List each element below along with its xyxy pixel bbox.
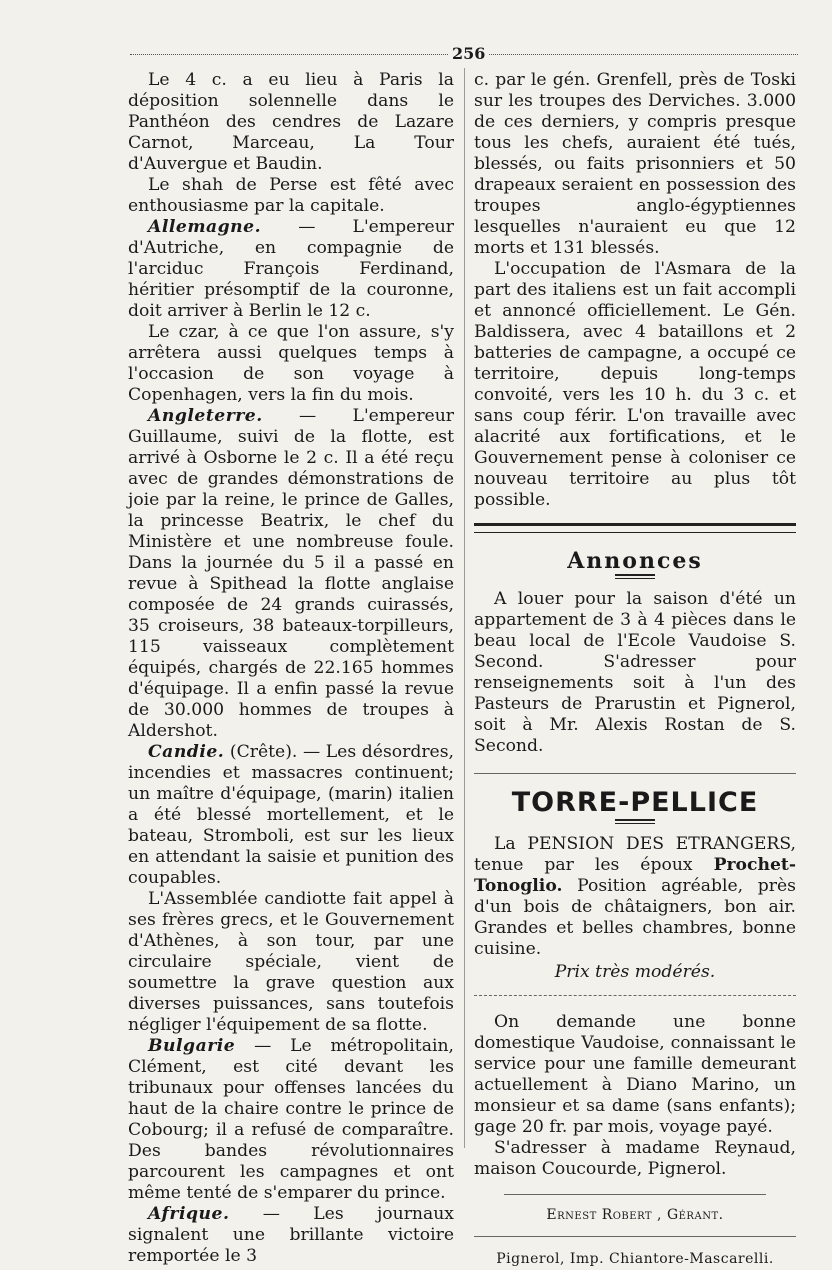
section-lead: Afrique. [148, 1204, 230, 1224]
paragraph: Le shah de Perse est fêté avec enthousiasme par la capitale. [128, 175, 454, 216]
section-lead: Angleterre. [148, 406, 263, 426]
section-lead: Candie. [148, 742, 225, 762]
separator-rule [474, 995, 796, 996]
printer-line: Pignerol, Imp. Chiantore-Mascarelli. [496, 1251, 774, 1267]
torre-pellice-title: TORRE-PELLICE [511, 787, 759, 818]
section-lead: Bulgarie [148, 1036, 236, 1056]
page-number: 256 [448, 44, 489, 63]
paragraph: L'Assemblée candiotte fait appel à ses frères grecs, et le Gouvernement d'Athènes, à son tour, par une circulaire spéciale, vient de soumettre la grave question aux diverses puissances, sans toutefois négliger l'équipement de sa flotte. [128, 889, 454, 1035]
paragraph: Candie. (Crête). — Les désordres, incendies et massacres continuent; un maître d'équipage, (marin) italien a été blessé mortellement, et le bateau, Stromboli, est sur les lieux en attendant la saisie et punition des coupables. [128, 742, 454, 888]
pension-owner: Prochet-Tonoglio. [474, 855, 796, 896]
paragraph: Bulgarie — Le métropolitain, Clément, est cité devant les tribunaux pour offenses lancées du haut de la chaire contre le prince de Cobourg; il a refusé de comparaître. Des bandes révolutionnaires parcourent les campagnes et ont même tenté de s'emparer du prince. [128, 1036, 454, 1203]
section-lead: Allemagne. [148, 217, 262, 237]
annonce-text: S'adresser à madame Reynaud, maison Coucourde, Pignerol. [474, 1138, 796, 1179]
section-rule [474, 523, 796, 533]
title-rule [615, 819, 655, 824]
paragraph: Angleterre. — L'empereur Guillaume, suivi de la flotte, est arrivé à Osborne le 2 c. Il a été reçu avec de grandes démonstrations de joie par la reine, le prince de Galles, la princesse Beatrix, le chef du Ministère et une nombreuse foule. Dans la journée du 5 il a passé en revue à Spithead la flotte anglaise composée de 24 grands cuirassés, 35 croiseurs, 38 bateaux-torpilleurs, 115 vaisseaux complètement équipés, chargés de 22.165 hommes d'équipage. Il a enfin passé la revue de 30.000 hommes de troupes à Aldershot. [128, 406, 454, 741]
paragraph: Le czar, à ce que l'on assure, s'y arrêtera aussi quelques temps à l'occasion de son voyage à Copenhagen, vers la fin du mois. [128, 322, 454, 405]
right-column [474, 70, 796, 1270]
paragraph: Le 4 c. a eu lieu à Paris la déposition solennelle dans le Panthéon des cendres de Lazare Carnot, Marceau, La Tour d'Auvergue et Baudin. [128, 70, 454, 174]
annonces-title: Annonces [567, 548, 703, 574]
gerant-line: Ernest Robert , Gérant. [546, 1207, 724, 1223]
separator-rule [504, 1194, 766, 1195]
annonce-text: A louer pour la saison d'été un appartement de 3 à 4 pièces dans le beau local de l'Ecole Vaudoise S. Second. S'adresser pour renseignements soit à l'un des Pasteurs de Prarustin et Pignerol, soit à Mr. Alexis Rostan de S. Second. [474, 589, 796, 756]
pension-text: La PENSION DES ETRANGERS, tenue par les époux Prochet-Tonoglio. Position agréable, près d'un bois de châtaigners, bon air. Grandes et belles chambres, bonne cuisine. [474, 834, 796, 959]
price-note: Prix très modérés. [554, 962, 716, 982]
paragraph: L'occupation de l'Asmara de la part des italiens est un fait accompli et annoncé officiellement. Le Gén. Baldissera, avec 4 bataillons et 2 batteries de campagne, a occupé ce territoire, depuis long-temps convoité, vers les 10 h. du 3 c. et sans coup férir. L'on travaille avec alacrité aux fortifications, et le Gouvernement pense à coloniser ce nouveau territoire au plus tôt possible. [474, 259, 796, 510]
separator-rule [474, 1236, 796, 1237]
paragraph: Allemagne. — L'empereur d'Autriche, en compagnie de l'arciduc François Ferdinand, héritier présomptif de la couronne, doit arriver à Berlin le 12 c. [128, 217, 454, 321]
title-rule [615, 574, 655, 579]
separator-rule [474, 773, 796, 774]
annonce-text: On demande une bonne domestique Vaudoise, connaissant le service pour une famille demeurant actuellement à Diano Marino, un monsieur et sa dame (sans enfants); gage 20 fr. par mois, voyage payé. [474, 1012, 796, 1137]
paragraph: c. par le gén. Grenfell, près de Toski sur les troupes des Derviches. 3.000 de ces derniers, y compris presque tous les chefs, auraient été tués, blessés, ou faits prisonniers et 50 drapeaux seraient en possession des troupes anglo-égyptiennes lesquelles n'auraient eu que 12 morts et 131 blessés. [474, 70, 796, 258]
left-column [128, 70, 454, 1267]
column-divider [464, 68, 465, 1148]
paragraph: Afrique. — Les journaux signalent une brillante victoire remportée le 3 [128, 1204, 454, 1266]
